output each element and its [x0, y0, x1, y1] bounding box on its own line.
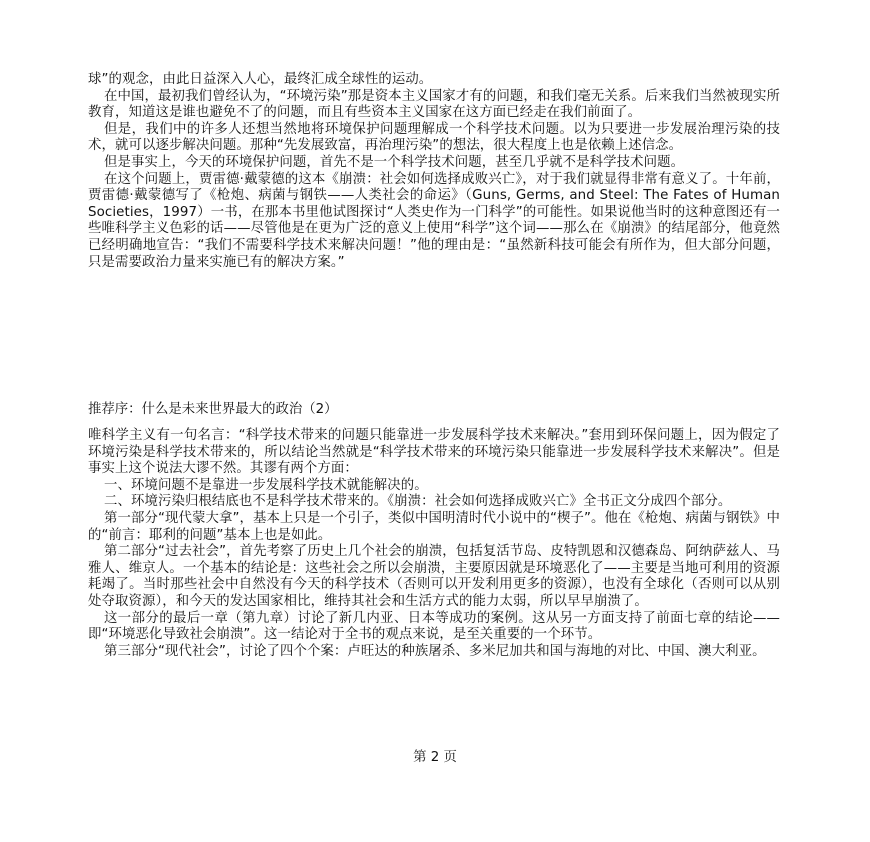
page-number: 第 2 页: [413, 750, 457, 765]
list-item: 一、环境问题不是靠进一步发展科学技术就能解决的。: [104, 477, 428, 493]
paragraph: 第三部分“现代社会”，讨论了四个个案：卢旺达的种族屠杀、多米尼加共和国与海地的对比、中国、澳大利亚。: [104, 643, 766, 659]
section-heading: 推荐序：什么是未来世界最大的政治（2）: [88, 402, 338, 417]
paragraph: 但是事实上，今天的环境保护问题，首先不是一个科学技术问题，甚至几乎就不是科学技术问题。: [104, 154, 685, 170]
paragraph: 球”的观念，由此日益深入人心，最终汇成全球性的运动。: [88, 72, 433, 87]
list-item: 二、环境污染归根结底也不是科学技术带来的。《崩溃：社会如何选择成败兴亡》全书正文分成四个部分。: [104, 494, 732, 510]
body-text-top: [88, 72, 780, 271]
paragraph: 唯科学主义有一句名言：“科学技术带来的问题只能靠进一步发展科学技术来解决。”套用到环保问题上，因为假定了环境污染是科学技术带来的，所以结论当然就是“科学技术带来的环境污染只能靠进一步发展科学技术来解决”。但是事实上这个说法大谬不然。其谬有两个方面：: [88, 428, 780, 477]
paragraph: 但是，我们中的许多人还想当然地将环境保护问题理解成一个科学技术问题。以为只要进一步发展治理污染的技术，就可以逐步解决问题。那种“先发展致富，再治理污染”的想法，很大程度上也是依赖上述信念。: [88, 121, 780, 154]
body-text-bottom: [88, 428, 780, 660]
paragraph: 这一部分的最后一章（第九章）讨论了新几内亚、日本等成功的案例。这从另一方面支持了前面七章的结论——即“环境恶化导致社会崩溃”。这一结论对于全书的观点来说，是至关重要的一个环节。: [88, 610, 780, 643]
paragraph: 在这个问题上，贾雷德·戴蒙德的这本《崩溃：社会如何选择成败兴亡》，对于我们就显得非常有意义了。十年前，贾雷德·戴蒙德写了《枪炮、病菌与钢铁——人类社会的命运》（Guns, Germs, and Steel: The Fates of Human Societies，1997）一书，在那本书里他试图探讨“人类史作为一门科学”的可能性。如果说他当时的这种意图还有一些唯科学主义色彩的话——尽管他是在更为广泛的意义上使用“科学”这个词——那么在《崩溃》的结尾部分，他竟然已经明确地宣告：“我们不需要科学技术来解决问题！”他的理由是：“虽然新科技可能会有所作为，但大部分问题，只是需要政治力量来实施已有的解决方案。”: [88, 171, 780, 270]
paragraph: 在中国，最初我们曾经认为，“环境污染”那是资本主义国家才有的问题，和我们毫无关系。后来我们当然被现实所教育，知道这是谁也避免不了的问题，而且有些资本主义国家在这方面已经走在我们前面了。: [88, 88, 780, 121]
paragraph: 第一部分“现代蒙大拿”，基本上只是一个引子，类似中国明清时代小说中的“楔子”。他在《枪炮、病菌与钢铁》中的“前言：耶利的问题”基本上也是如此。: [88, 510, 780, 543]
paragraph: 第二部分“过去社会”，首先考察了历史上几个社会的崩溃，包括复活节岛、皮特凯恩和汉德森岛、阿纳萨兹人、马雅人、维京人。一个基本的结论是：这些社会之所以会崩溃，主要原因就是环境恶化了——主要是当地可利用的资源耗竭了。当时那些社会中自然没有今天的科学技术（否则可以开发利用更多的资源），也没有全球化（否则可以从别处夺取资源），和今天的发达国家相比，维持其社会和生活方式的能力太弱，所以早早崩溃了。: [88, 544, 780, 609]
